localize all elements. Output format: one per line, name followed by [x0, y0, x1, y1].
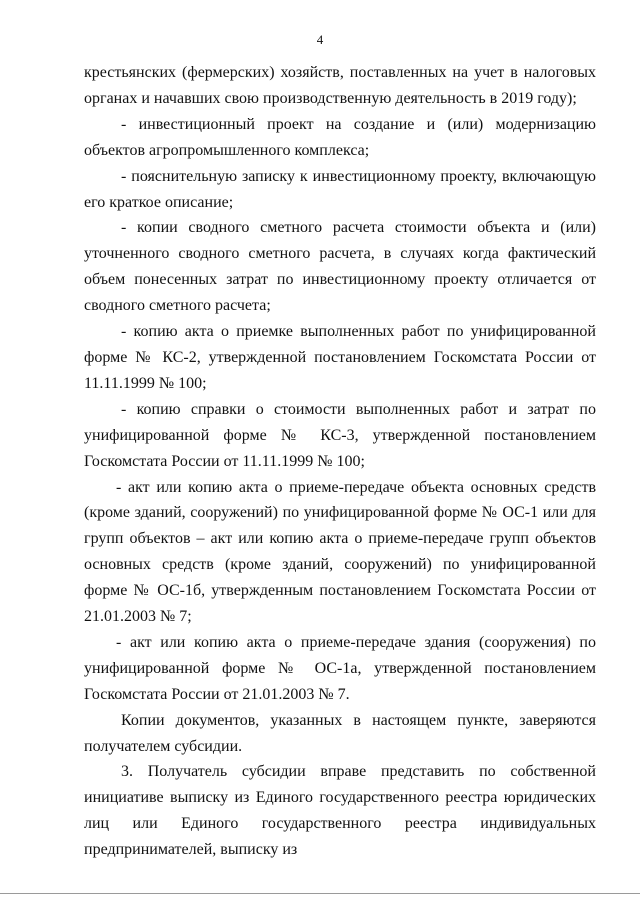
list-item-os1a-act: - акт или копию акта о приеме-передаче здания (сооружения) по унифицированной форме № ОС-1а, утвержденной постановлением Госкомстата России от 21.01.2003 № 7.: [84, 633, 596, 703]
list-item-investment-project: - инвестиционный проект на создание и (или) модернизацию объектов агропромышленного комплекса;: [84, 115, 596, 159]
list-item-explanatory-note: - пояснительную записку к инвестиционному проекту, включающую его краткое описание;: [84, 167, 596, 211]
list-item-ks2-act: - копию акта о приемке выполненных работ по унифицированной форме № КС-2, утвержденной постановлением Госкомстата России от 11.11.1999 № 100;: [84, 323, 596, 392]
document-body: [84, 60, 596, 863]
paragraph-section-3: 3. Получатель субсидии вправе представить по собственной инициативе выписку из Единого государственного реестра юридических лиц или Единого государственного реестра индивидуальных предпринимателей, выписку из: [84, 763, 596, 859]
paragraph-continuation: крестьянских (фермерских) хозяйств, поставленных на учет в налоговых органах и начавших свою производственную деятельность в 2019 году);: [84, 64, 596, 107]
list-item-os1-act: - акт или копию акта о приеме-передаче объекта основных средств (кроме зданий, сооружений) по унифицированной форме № ОС-1 или для групп объектов – акт или копию акта о приеме-передаче групп объектов основных средств (кроме зданий, сооружений) по унифицированной форме № ОС-1б, утвержденным постановлением Госкомстата России от 21.01.2003 № 7;: [84, 478, 596, 626]
footer-divider: [0, 893, 640, 894]
list-item-estimate-copies: - копии сводного сметного расчета стоимости объекта и (или) уточненного сводного сметного расчета, в случаях когда фактический объем понесенных затрат по инвестиционному проекту отличается от сводного сметного расчета;: [84, 219, 596, 315]
page-number: 4: [316, 32, 324, 47]
list-item-ks3-certificate: - копию справки о стоимости выполненных работ и затрат по унифицированной форме № КС-3, утвержденной постановлением Госкомстата России от 11.11.1999 № 100;: [84, 400, 596, 470]
paragraph-certification: Копии документов, указанных в настоящем пункте, заверяются получателем субсидии.: [84, 711, 596, 755]
